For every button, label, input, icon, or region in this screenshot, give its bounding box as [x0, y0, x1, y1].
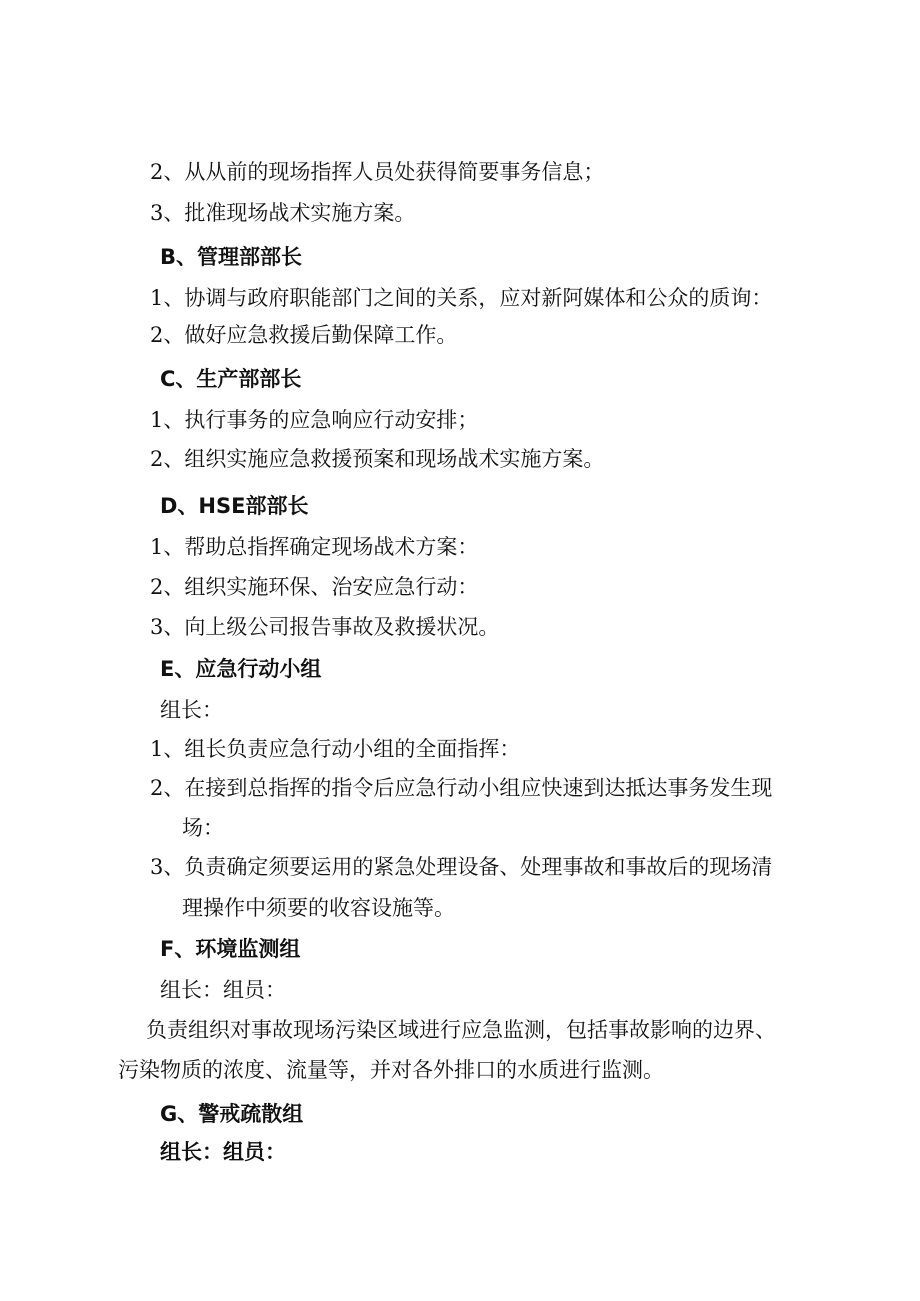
list-item-continuation: 场： [182, 816, 224, 840]
section-heading: D、HSE部部长 [160, 494, 309, 518]
label-text: 组长： [160, 698, 223, 722]
list-item: 3、负责确定须要运用的紧急处理设备、处理事故和事故后的现场清 [150, 855, 773, 879]
list-item-continuation: 理操作中须要的收容设施等。 [182, 896, 455, 920]
label-text: 组长：组员： [160, 1140, 286, 1164]
list-item: 3、向上级公司报告事故及救援状况。 [150, 615, 500, 639]
list-item: 2、做好应急救援后勤保障工作。 [150, 323, 458, 347]
paragraph-line: 污染物质的浓度、流量等，并对各外排口的水质进行监测。 [118, 1058, 664, 1082]
list-item: 3、批准现场战术实施方案。 [150, 201, 416, 225]
list-item: 1、执行事务的应急响应行动安排； [150, 408, 479, 432]
label-text: 组长：组员： [160, 978, 286, 1002]
list-item: 2、组织实施环保、治安应急行动： [150, 575, 479, 599]
list-item: 1、帮助总指挥确定现场战术方案： [150, 535, 479, 559]
list-item: 2、组织实施应急救援预案和现场战术实施方案。 [150, 447, 605, 471]
section-heading: E、应急行动小组 [160, 657, 322, 681]
section-heading: F、环境监测组 [160, 937, 301, 961]
section-heading: B、管理部部长 [160, 245, 303, 269]
section-heading: C、生产部部长 [160, 367, 302, 391]
paragraph-line: 负责组织对事故现场污染区域进行应急监测，包括事故影响的边界、 [146, 1018, 776, 1042]
list-item: 1、组长负责应急行动小组的全面指挥： [150, 737, 521, 761]
list-item: 2、从从前的现场指挥人员处获得简要事务信息； [150, 160, 605, 184]
section-heading: G、警戒疏散组 [160, 1102, 304, 1126]
list-item: 1、协调与政府职能部门之间的关系，应对新阿媒体和公众的质询： [150, 286, 773, 310]
list-item: 2、在接到总指挥的指令后应急行动小组应快速到达抵达事务发生现 [150, 776, 773, 800]
